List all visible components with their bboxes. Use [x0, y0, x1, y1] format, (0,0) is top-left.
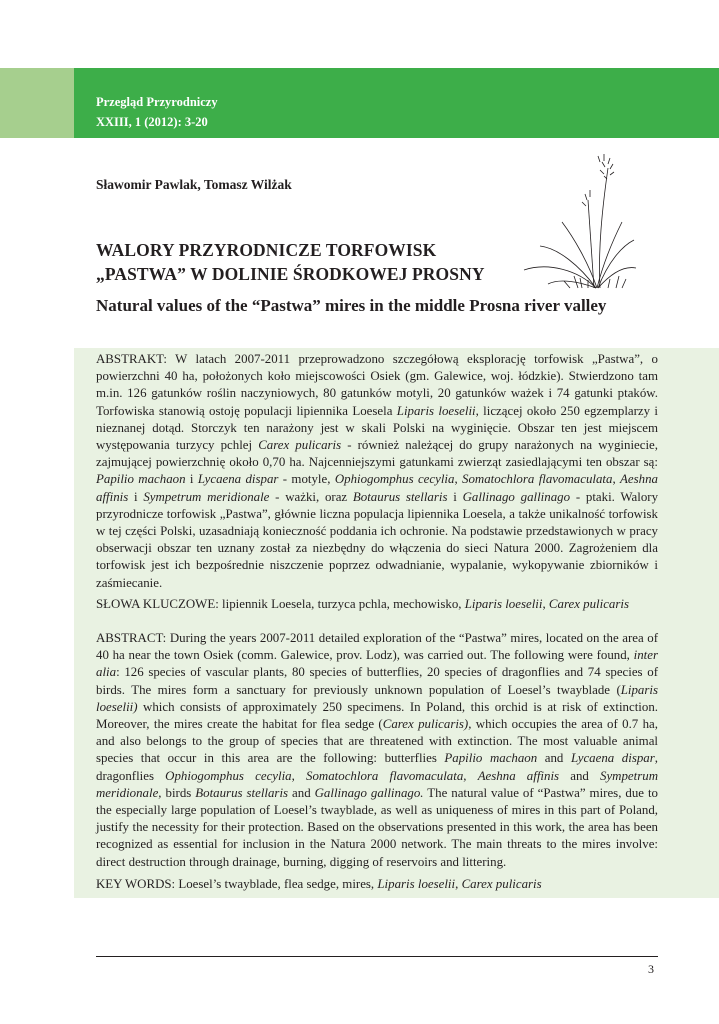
species-name: Liparis loeselii — [377, 877, 456, 891]
abstract-en-text: , — [463, 768, 478, 783]
title-polish — [96, 238, 485, 286]
page-number: 3 — [648, 962, 654, 976]
abstract-en-text: : 126 species of vascular plants, 80 species of butterflies, 20 species of dragonflies and 74 species of birds. The mires form a sanctuary for previously unknown population of Loesel’s twayblade ( — [96, 665, 658, 697]
species-name: Carex pulicaris), — [382, 717, 472, 732]
abstract-pl-text: , — [454, 472, 463, 487]
title-polish-line2: „PASTWA” W DOLINIE ŚRODKOWEJ PROSNY — [96, 264, 485, 284]
abstract-english — [96, 630, 658, 871]
title-polish-line1: WALORY PRZYRODNICZE TORFOWISK — [96, 240, 437, 260]
keywords-pl-label: SŁOWA KLUCZOWE: — [96, 597, 219, 611]
abstract-pl-text: - również należącej do grupy narażonych na wyginiecie, zajmującej powierzchnię około 0,70 ha. Najcenniejszymi gatunkami zwierząt zasiedlającymi ten obszar są: — [96, 438, 658, 470]
journal-info — [96, 92, 218, 132]
species-name: Botaurus stellaris — [352, 489, 448, 504]
species-name: Lycaena dispar — [570, 751, 655, 766]
species-name: Carex pulicaris — [548, 597, 629, 611]
plant-sketch-icon — [518, 150, 638, 290]
keywords-pl-text: , — [542, 597, 549, 611]
keywords-pl-text: lipiennik Loesela, turzyca pchla, mechowisko, — [218, 597, 465, 611]
species-name: Carex pulicaris — [258, 438, 342, 453]
abstract-en-text: The natural value of “Pastwa” mires, due to the especially large population of Loesel’s twayblade, as well as uniqueness of mires in this part of Poland, justify the necessity for their protection. Based on the observations presented in this work, the area has been recognized as essential for inclusion in the Natura 2000 network. The main threats to the mires involve: direct destruction through drainage, burning, digging of reservoirs and littering. — [96, 785, 658, 869]
keywords-en-text: Loesel’s twayblade, flea sedge, mires, — [175, 877, 378, 891]
abstract-polish — [96, 351, 658, 592]
species-name: Sympetrum meridionale — [143, 489, 270, 504]
abstract-en-label: ABSTRACT: — [96, 631, 167, 645]
abstract-en-text: and — [288, 785, 315, 800]
abstract-en-text: and — [559, 768, 601, 783]
abstract-pl-text: - motyle, — [278, 472, 335, 487]
species-name: Liparis loeselii) — [96, 682, 658, 714]
species-name: Lycaena dispar — [197, 472, 279, 487]
species-name: Sympetrum meridionale, — [96, 768, 659, 800]
species-name: Carex pulicaris — [461, 877, 542, 891]
title-english: Natural values of the “Pastwa” mires in the middle Prosna river valley — [96, 296, 607, 315]
abstract-pl-text: - ptaki. Walory przyrodnicze torfowisk „Pastwa”, głównie liczna populacja lipiennika Loesela, a także unikalność torfowisk w tej części Polski, uzasadniają konieczność poddania ich ochronie. Na podstawie przedstawionych w pracy obserwacji obszar ten uznany został za niezbędny do włączenia do sieci Natura 2000. Zagrożeniem dla torfowisk jest ich bezpośrednie niszczenie poprzez odwadnianie, wypalanie, wykopywanie zbiorników i zaśmiecanie. — [96, 489, 659, 590]
species-name: Liparis loeselii — [464, 597, 543, 611]
species-name: Papilio machaon — [444, 751, 538, 766]
header-accent-block — [0, 68, 74, 138]
authors: Sławomir Pawlak, Tomasz Wilżak — [96, 177, 292, 192]
abstract-pl-text: i — [185, 472, 198, 487]
abstract-en-text: , dragonflies — [96, 751, 658, 783]
species-name: Somatochlora flavomaculata — [462, 472, 613, 487]
species-name: Liparis loeselii — [396, 403, 476, 418]
latin-phrase: inter alia — [96, 648, 658, 680]
species-name: Aeshna affinis — [96, 472, 658, 504]
species-name: Papilio machaon — [96, 472, 186, 487]
species-name: Gallinago gallinago — [462, 489, 571, 504]
species-name: Aeshna affinis — [477, 768, 560, 783]
keywords-en-text: , — [455, 877, 462, 891]
species-name: Botaurus stellaris — [195, 785, 289, 800]
abstract-pl-text: - ważki, oraz — [269, 489, 353, 504]
abstract-pl-text: , — [612, 472, 621, 487]
abstract-pl-text: i — [128, 489, 144, 504]
keywords-polish — [96, 596, 658, 613]
species-name: Gallinago gallinago. — [314, 785, 424, 800]
keywords-english — [96, 876, 658, 893]
abstract-en-text: birds — [161, 785, 196, 800]
species-name: Ophiogomphus cecylia — [165, 768, 292, 783]
footer-divider — [96, 956, 658, 957]
abstract-en-text: which occupies the area of 0.7 ha, and also belongs to the group of species that are threatened with extinction. The most valuable animal species that occur in this area are the following: butterflies — [96, 717, 658, 766]
abstract-en-text: and — [537, 751, 571, 766]
abstract-en-text: During the years 2007-2011 detailed exploration of the “Pastwa” mires, located on the area of 40 ha near the town Osiek (comm. Galewice, prov. Lodz), was carried out. The following were found, — [96, 631, 658, 663]
journal-volume: XXIII, 1 (2012): 3-20 — [96, 115, 208, 129]
abstract-pl-label: ABSTRAKT: — [96, 352, 167, 366]
abstract-pl-text: , liczącej około 250 egzemplarzy i nieznanej dotąd. Storczyk ten narażony jest w skali Polski na wyginięcie. Obszar ten jest miejscem występowania turzycy pchlej — [96, 403, 659, 453]
keywords-en-label: KEY WORDS: — [96, 877, 176, 891]
abstract-en-text: which consists of approximately 250 specimens. In Poland, this orchid is at risk of extinction. Moreover, the mires create the habitat for flea sedge ( — [96, 699, 658, 732]
species-name: Ophiogomphus cecylia — [334, 472, 455, 487]
abstract-pl-text: i — [447, 489, 463, 504]
journal-name: Przegląd Przyrodniczy — [96, 95, 218, 109]
species-name: Somatochlora flavomaculata — [306, 768, 464, 783]
abstract-pl-text: W latach 2007-2011 przeprowadzono szczegółową eksplorację torfowisk „Pastwa”, o powierzchni 40 ha, położonych koło miejscowości Osiek (gm. Galewice, woj. łódzkie). Stwierdzono tam m.in. 126 gatunków roślin naczyniowych, 80 gatunków motyli, 20 gatunków ważek i 74 gatunki ptaków. Torfowiska stanowią ostoję populacji lipiennika Loesela — [96, 352, 658, 418]
abstract-en-text: , — [291, 768, 307, 783]
